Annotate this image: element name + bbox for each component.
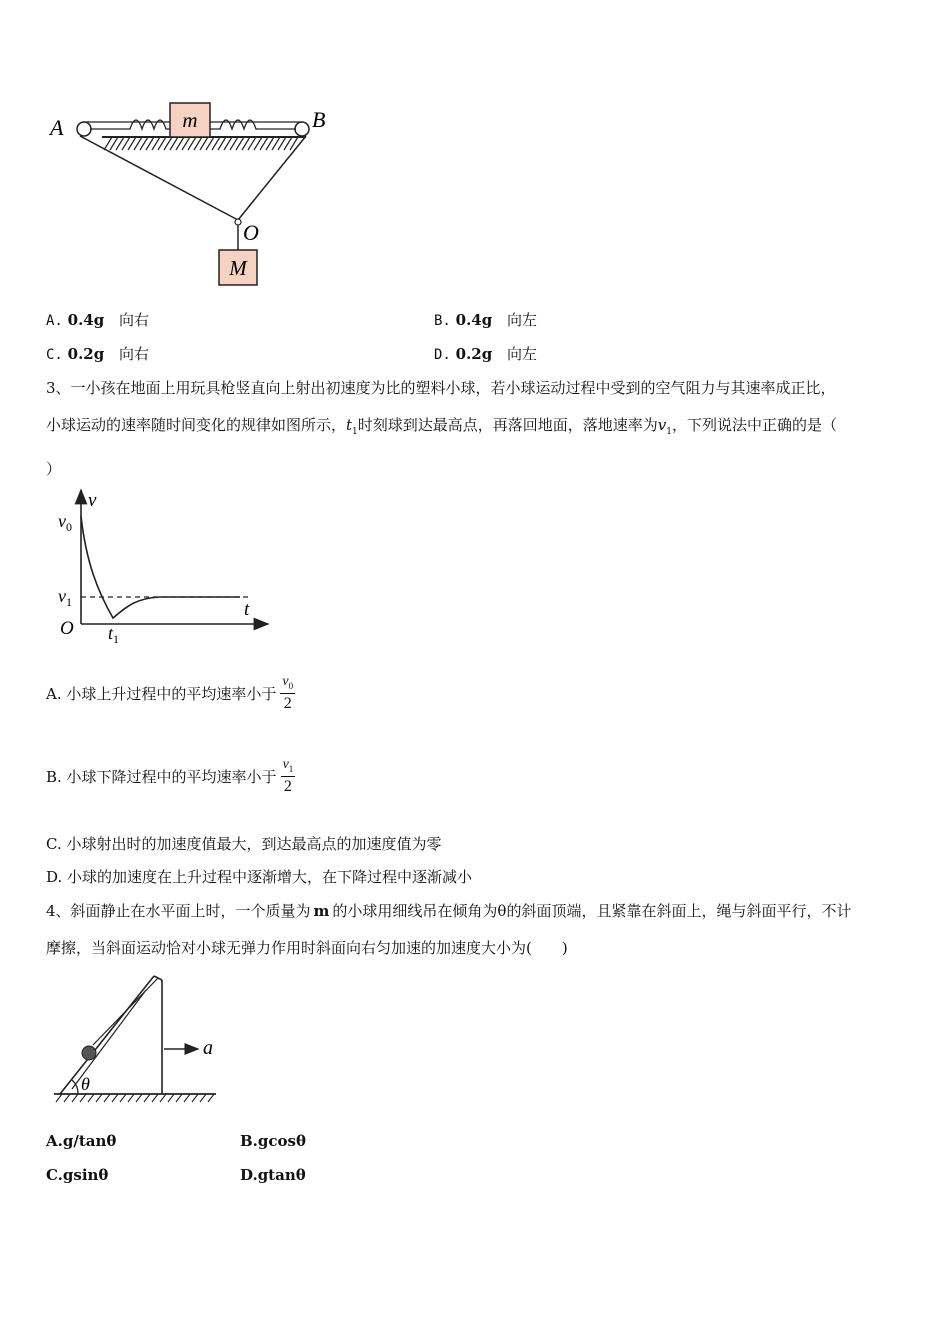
- option-letter: B.: [434, 313, 451, 329]
- fraction-numerator: v: [282, 756, 289, 772]
- q3-stem: [46, 370, 908, 488]
- q4-stem: [46, 893, 908, 967]
- fraction-denominator: 2: [283, 778, 292, 796]
- q3-stem-t1: t: [346, 416, 353, 434]
- q2-option-c[interactable]: [46, 344, 149, 365]
- label-big-m: M: [229, 256, 247, 280]
- q3-stem-v1-sub: 1: [666, 427, 673, 437]
- q3-option-d[interactable]: D. 小球的加速度在上升过程中逐渐增大，在下降过程中逐渐减小: [46, 868, 473, 886]
- v-axis-label: v: [88, 490, 97, 511]
- q4-stem-line1: [46, 893, 908, 930]
- q3-stem-t1-sub: 1: [352, 427, 358, 437]
- v1-label: $v_1$: [58, 586, 72, 609]
- fraction-denominator: 2: [283, 695, 292, 713]
- ball: [82, 1046, 96, 1060]
- q3-stem-v1: v: [657, 416, 667, 434]
- label-o: O: [243, 220, 259, 245]
- q3-stem-line2: [46, 407, 908, 451]
- velocity-time-graph: [50, 482, 280, 647]
- fraction-numerator-sub: 0: [288, 680, 294, 691]
- pulley-diagram: [40, 95, 340, 295]
- v0-label: $v_0$: [58, 511, 72, 534]
- fraction-numerator-sub: 1: [288, 763, 294, 774]
- q4-option-b[interactable]: B.gcosθ: [240, 1132, 306, 1150]
- q3-stem-line1: 3、一小孩在地面上用玩具枪竖直向上射出初速度为比的塑料小球，若小球运动过程中受到的空气阻力与其速率成正比，: [46, 379, 836, 397]
- q3-option-c[interactable]: C. 小球射出时的加速度值最大，到达最高点的加速度值为零: [46, 835, 442, 853]
- fraction-numerator: v: [282, 673, 289, 689]
- pulley-left: [77, 122, 91, 136]
- option-value: 0.2g: [67, 345, 105, 363]
- q3-option-a[interactable]: [46, 672, 295, 716]
- option-value: 0.4g: [67, 311, 105, 329]
- q4-stem-text: 4、斜面静止在水平面上时，一个质量为: [46, 902, 311, 920]
- option-direction: 向右: [119, 311, 150, 329]
- origin-label: O: [60, 618, 74, 639]
- label-m: m: [182, 108, 198, 132]
- option-direction: 向右: [119, 345, 150, 363]
- option-value: 0.4g: [455, 311, 493, 329]
- option-letter: D.: [434, 347, 451, 363]
- fraction-v0-over-2: [280, 674, 295, 715]
- option-letter: C.: [46, 347, 63, 363]
- q3-stem-text: 小球运动的速率随时间变化的规律如图所示，: [46, 416, 347, 434]
- q3-option-b[interactable]: [46, 755, 295, 799]
- option-direction: 向左: [507, 345, 538, 363]
- t1-label: $t_1$: [108, 623, 120, 646]
- q3-stem-text: 时刻球到达最高点，再落回地面，落地速率为: [357, 416, 658, 434]
- option-text: A. 小球上升过程中的平均速率小于: [46, 685, 277, 703]
- acceleration-label: a: [203, 1037, 213, 1059]
- pulley-right: [295, 122, 309, 136]
- incline-diagram: [48, 970, 228, 1110]
- fraction-v1-over-2: [281, 757, 296, 798]
- q4-option-c[interactable]: C.gsinθ: [46, 1166, 109, 1184]
- label-b: B: [312, 107, 326, 132]
- q2-option-a[interactable]: [46, 310, 149, 331]
- option-direction: 向左: [507, 311, 538, 329]
- q4-stem-line2: 摩擦，当斜面运动恰对小球无弹力作用时斜面向右匀加速的加速度大小为( ): [46, 939, 568, 957]
- t-axis-label: t: [244, 599, 250, 620]
- theta-label: θ: [81, 1074, 90, 1094]
- q4-option-a[interactable]: A.g/tanθ: [46, 1132, 117, 1150]
- q4-stem-text: 的小球用细线吊在倾角为θ的斜面顶端，且紧靠在斜面上，绳与斜面平行，不计: [332, 902, 852, 920]
- option-letter: A.: [46, 313, 63, 329]
- q4-stem-m: m: [313, 902, 330, 920]
- option-text: B. 小球下降过程中的平均速率小于: [46, 768, 277, 786]
- q4-option-d[interactable]: D.gtanθ: [240, 1166, 306, 1184]
- speed-curve: [81, 516, 240, 618]
- option-value: 0.2g: [455, 345, 493, 363]
- q2-option-b[interactable]: [434, 310, 537, 331]
- q3-stem-text: ，下列说法中正确的是（: [672, 416, 838, 434]
- q2-option-d[interactable]: [434, 344, 537, 365]
- label-a: A: [50, 115, 64, 140]
- q3-stem-line3: ）: [46, 460, 62, 478]
